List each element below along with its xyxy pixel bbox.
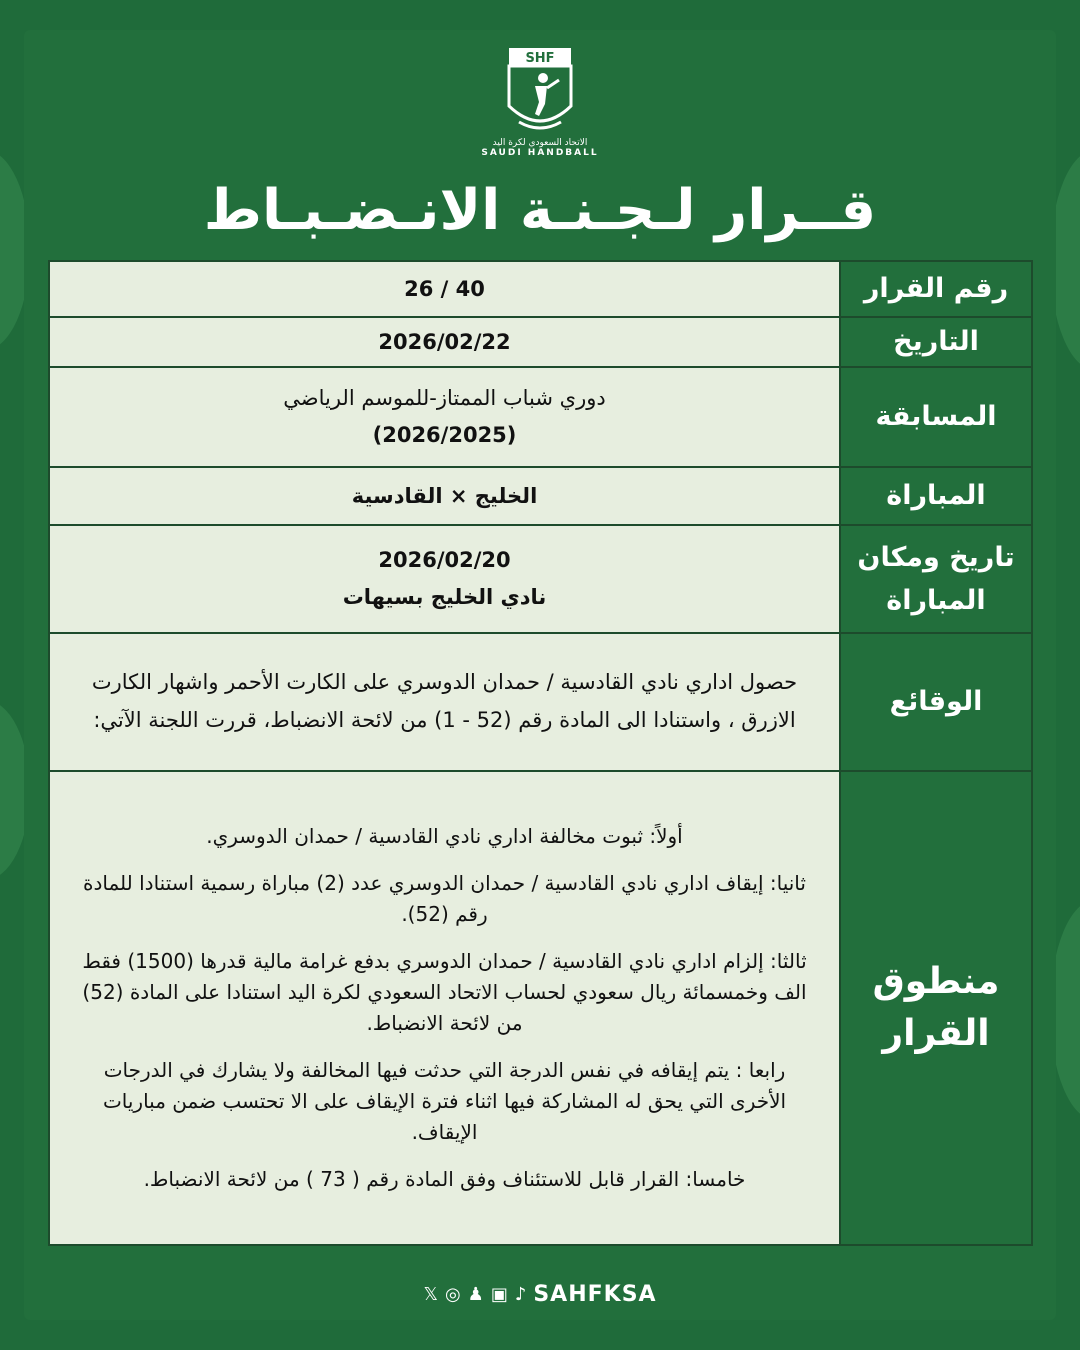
ruling-item-3: ثالثا: إلزام اداري نادي القادسية / حمدان الدوسري بدفع غرامة مالية قدرها (1500) فقط الف وخمسمائة ريال سعودي لحساب الاتحاد السعودي لكرة اليد استنادا على المادة (52) من لائحة الانضباط.	[82, 949, 807, 1035]
label-match-date-venue-line2: المباراة	[886, 585, 986, 616]
label-match-date-venue-line1: تاريخ ومكان	[857, 541, 1015, 573]
label-competition: المسابقة	[839, 368, 1031, 466]
tiktok-icon[interactable]: ♪	[514, 1284, 528, 1305]
ruling-item-5: خامسا: القرار قابل للاستئناف وفق المادة رقم ( 73 ) من لائحة الانضباط.	[143, 1167, 746, 1191]
label-ruling-line2: القرار	[882, 1013, 990, 1054]
ruling-item-2: ثانيا: إيقاف اداري نادي القادسية / حمدان الدوسري عدد (2) مباراة رسمية استنادا للمادة رقم (52).	[83, 871, 806, 926]
label-match-date-venue	[839, 526, 1031, 632]
row-date	[50, 318, 1031, 368]
social-handle[interactable]: SAHFKSA	[533, 1282, 657, 1307]
value-competition	[50, 368, 839, 466]
ruling-item-1: أولاً: ثبوت مخالفة اداري نادي القادسية / حمدان الدوسري.	[206, 824, 683, 848]
decision-number: 26 / 40	[404, 276, 485, 301]
value-ruling	[50, 772, 839, 1244]
x-icon[interactable]: 𝕏	[423, 1284, 439, 1305]
facts-text: حصول اداري نادي القادسية / حمدان الدوسري على الكارت الأحمر واشهار الكارت الازرق ، واستنادا الى المادة رقم (52 - 1) من لائحة الانضباط، قررت اللجنة الآتي:	[91, 670, 798, 732]
row-decision-number	[50, 262, 1031, 318]
decision-table	[48, 260, 1033, 1246]
value-facts	[50, 634, 839, 770]
social-footer	[0, 1282, 1080, 1307]
row-competition	[50, 368, 1031, 468]
label-facts: الوقائع	[839, 634, 1031, 770]
ruling-item-4: رابعا : يتم إيقافه في نفس الدرجة التي حدثت فيها المخالفة ولا يشارك في الدرجات الأخرى التي يحق له المشاركة فيها اثناء فترة الإيقاف على الا تحتسب ضمن مباريات الإيقاف.	[102, 1058, 787, 1144]
value-date	[50, 318, 839, 366]
row-ruling	[50, 772, 1031, 1244]
row-match-date-venue	[50, 526, 1031, 634]
handball-emblem-icon	[505, 46, 575, 136]
label-ruling-line1: منطوق	[872, 960, 1000, 1002]
row-facts	[50, 634, 1031, 772]
value-match	[50, 468, 839, 524]
competition-season: (2026/2025)	[372, 423, 517, 447]
match-venue: نادي الخليج بسيهات	[342, 585, 547, 609]
logo-english-name: SAUDI HANDBALL	[481, 148, 599, 158]
logo-arabic-name: الاتحاد السعودي لكرة اليد	[492, 138, 588, 148]
label-match: المباراة	[839, 468, 1031, 524]
row-match	[50, 468, 1031, 526]
snapchat-icon[interactable]: ♟	[467, 1284, 485, 1305]
page-title: قــرار لـجـنـة الانـضـبـاط	[203, 178, 877, 243]
instagram-icon[interactable]: ◎	[444, 1284, 462, 1305]
facebook-icon[interactable]: ▣	[490, 1284, 509, 1305]
decision-date: 2026/02/22	[378, 329, 511, 354]
label-decision-number: رقم القرار	[839, 262, 1031, 316]
value-match-date-venue	[50, 526, 839, 632]
value-decision-number	[50, 262, 839, 316]
svg-text:SHF: SHF	[525, 51, 555, 66]
competition-name: دوري شباب الممتاز-للموسم الرياضي	[283, 386, 606, 411]
label-date: التاريخ	[839, 318, 1031, 366]
label-ruling	[839, 772, 1031, 1244]
federation-logo	[470, 46, 610, 166]
match-teams: الخليج × القادسية	[351, 483, 538, 508]
match-date: 2026/02/20	[378, 548, 511, 573]
